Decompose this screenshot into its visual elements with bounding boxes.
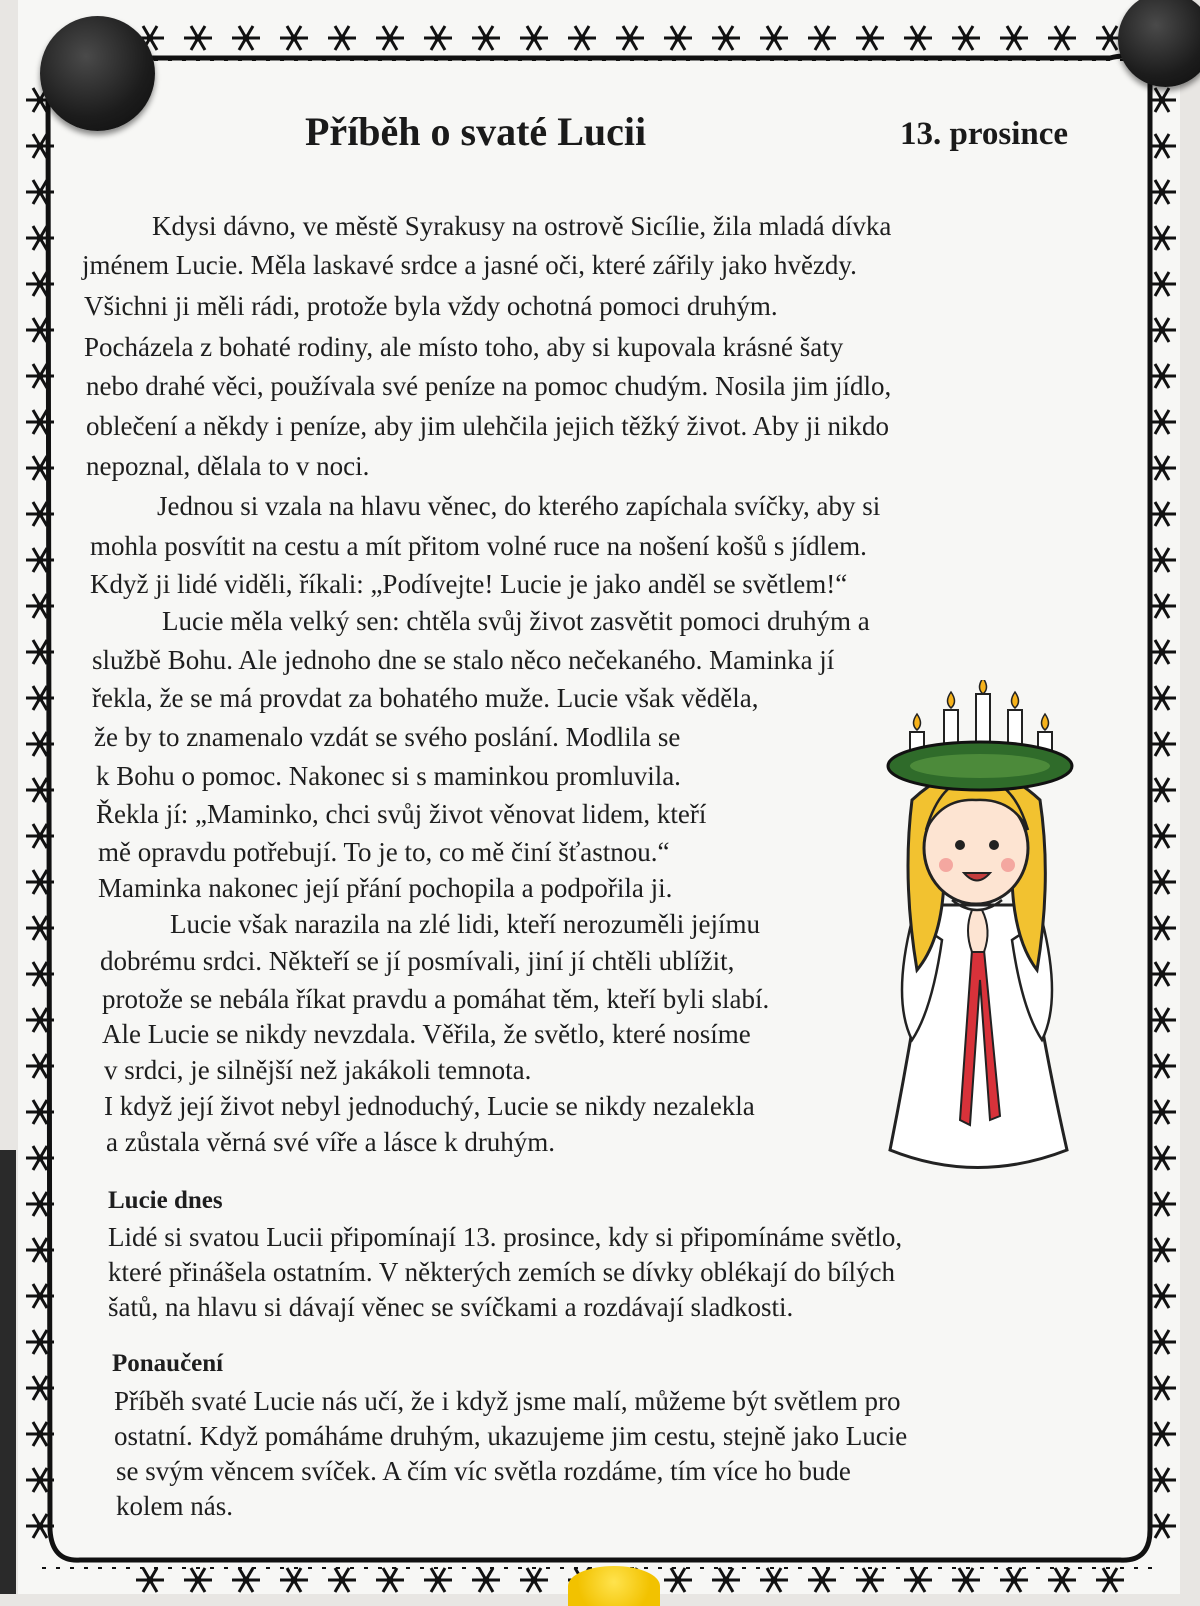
story-line: Když ji lidé viděli, říkali: „Podívejte! Lucie je jako anděl se světlem!“ (90, 569, 848, 599)
today-line: šatů, na hlavu si dávají věnec se svíčkami a rozdávají sladkosti. (108, 1292, 794, 1322)
story-line: dobrému srdci. Někteří se jí posmívali, jiní jí chtěli ublížit, (100, 946, 735, 976)
story-line: I když její život nebyl jednoduchý, Lucie se nikdy nezalekla (104, 1091, 755, 1121)
story-line: Kdysi dávno, ve městě Syrakusy na ostrově Sicílie, žila mladá dívka (152, 211, 892, 241)
story-line: Pocházela z bohaté rodiny, ale místo toho, aby si kupovala krásné šaty (84, 332, 844, 362)
magnet-bottom (568, 1566, 660, 1606)
date-label: 13. prosince (900, 116, 1069, 152)
story-line: Ale Lucie se nikdy nevzdala. Věřila, že světlo, které nosíme (102, 1019, 751, 1049)
story-line: nebo drahé věci, používala své peníze na pomoc chudým. Nosila jim jídlo, (86, 371, 892, 401)
lesson-line: se svým věncem svíček. A čím víc světla rozdáme, tím více ho bude (116, 1456, 851, 1486)
story-line: Maminka nakonec její přání pochopila a podpořila ji. (98, 873, 673, 903)
story-line: protože se nebála říkat pravdu a pomáhat těm, kteří byli slabí. (102, 984, 770, 1014)
story-line: jménem Lucie. Měla laskavé srdce a jasné oči, které zářily jako hvězdy. (82, 250, 857, 280)
saint-lucia-illustration (872, 680, 1077, 1200)
story-line: službě Bohu. Ale jednoho dne se stalo něco nečekaného. Maminka jí (92, 645, 835, 675)
story-line: Lucie měla velký sen: chtěla svůj život zasvětit pomoci druhým a (162, 606, 870, 636)
story-line: a zůstala věrná své víře a lásce k druhým. (106, 1127, 556, 1157)
story-line: Jednou si vzala na hlavu věnec, do kterého zapíchala svíčky, aby si (157, 491, 881, 521)
story-line: nepoznal, dělala to v noci. (86, 451, 370, 481)
story-line: mohla posvítit na cestu a mít přitom volné ruce na nošení košů s jídlem. (90, 531, 867, 561)
story-line: mě opravdu potřebují. To je to, co mě činí šťastnou.“ (98, 837, 670, 867)
story-line: Všichni ji měli rádi, protože byla vždy ochotná pomoci druhým. (84, 291, 778, 321)
lesson-line: ostatní. Když pomáháme druhým, ukazujeme jim cestu, stejně jako Lucie (114, 1421, 908, 1451)
lesson-line: kolem nás. (116, 1491, 233, 1521)
page-title: Příběh o svaté Lucii (305, 109, 647, 154)
story-line: že by to znamenalo vzdát se svého poslání. Modlila se (94, 722, 681, 752)
section-heading-lesson: Ponaučení (112, 1350, 224, 1377)
story-line: k Bohu o pomoc. Nakonec si s maminkou promluvila. (96, 761, 681, 791)
magnet-top-left (40, 16, 155, 131)
story-line: v srdci, je silnější než jakákoli temnota. (104, 1055, 532, 1085)
board-edge (0, 1150, 16, 1594)
lesson-line: Příběh svaté Lucie nás učí, že i když jsme malí, můžeme být světlem pro (114, 1386, 901, 1416)
today-line: Lidé si svatou Lucii připomínají 13. prosince, kdy si připomínáme světlo, (108, 1222, 903, 1252)
story-line: Řekla jí: „Maminko, chci svůj život věnovat lidem, kteří (96, 799, 707, 829)
section-heading-today: Lucie dnes (108, 1187, 223, 1214)
today-line: které přinášela ostatním. V některých zemích se dívky oblékají do bílých (108, 1257, 896, 1287)
story-line: řekla, že se má provdat za bohatého muže. Lucie však věděla, (92, 683, 759, 713)
story-line: Lucie však narazila na zlé lidi, kteří nerozuměli jejímu (170, 909, 761, 939)
story-line: oblečení a někdy i peníze, aby jim ulehčila jejich těžký život. Aby ji nikdo (86, 411, 890, 441)
